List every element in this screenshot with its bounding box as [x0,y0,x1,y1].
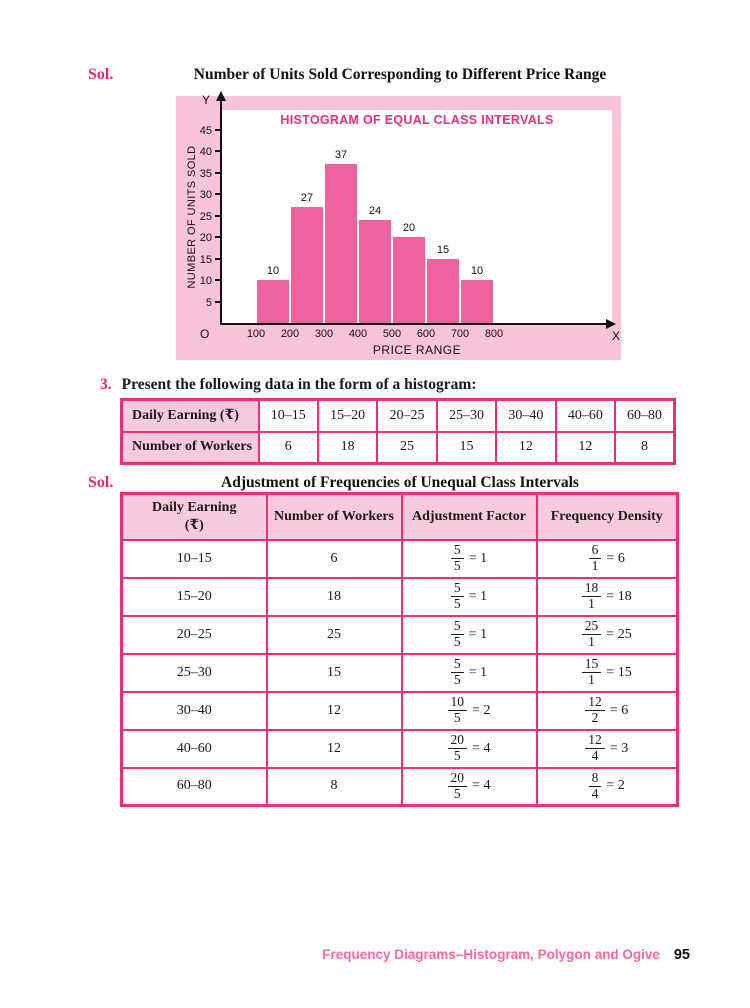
y-tick-mark [215,215,222,217]
denominator: 5 [453,710,461,725]
header-line: Daily Earning [152,500,237,516]
table-cell: 15–20 [318,400,377,432]
y-tick-label: 25 [199,210,212,223]
table-cell: 12 [556,432,615,464]
table-cell: 8 [615,432,674,464]
solution-label-1: Sol. [88,66,114,83]
workers-cell: 12 [267,730,402,768]
adjustment-factor-cell [402,654,537,692]
table-row [122,692,678,730]
result: = 18 [606,588,632,604]
denominator: 5 [453,596,461,611]
x-tick-label: 800 [484,328,504,340]
table-cell: 25 [377,432,436,464]
bar-value-label: 15 [436,243,450,256]
header-daily-earning [122,494,267,540]
y-tick-label: 5 [205,296,212,309]
fraction [585,733,605,764]
workers-cell: 18 [267,578,402,616]
table-row [122,654,678,692]
denominator: 1 [588,596,595,611]
adjustment-factor-cell [402,730,537,768]
frequency-density-formula [582,581,632,612]
x-axis-arrow-icon [606,319,616,329]
numerator: 5 [451,657,464,673]
frequency-density-cell [537,768,678,806]
numerator: 6 [589,543,602,559]
adjustment-factor-formula [448,733,491,764]
frequency-density-formula [589,771,625,802]
y-tick-label: 10 [199,275,212,287]
chart-title: HISTOGRAM OF EQUAL CLASS INTERVALS [280,113,554,127]
table-row [122,768,678,806]
frequency-density-cell [537,616,678,654]
bar-value-label: 24 [368,204,382,217]
table-row [122,730,678,768]
y-tick-label: 35 [199,167,212,180]
histogram-figure [176,93,621,360]
table-header-row [122,494,678,540]
earning-cell: 10–15 [122,540,267,578]
earning-cell: 30–40 [122,692,267,730]
earning-cell: 60–80 [122,768,267,806]
denominator: 5 [453,634,461,649]
table-row [122,540,678,578]
y-axis-title: NUMBER OF UNITS SOLD [186,144,198,289]
numerator: 18 [582,581,602,597]
table-cell: 18 [318,432,377,464]
table-cell: 25–30 [437,400,496,432]
y-tick-label: 30 [199,189,212,201]
adjustment-factor-formula [448,695,491,726]
x-tick-label: 400 [348,328,368,340]
fraction [451,619,464,650]
table-cell: 12 [496,432,555,464]
question-data-table [120,398,676,465]
earning-cell: 40–60 [122,730,267,768]
y-tick-mark [215,193,222,195]
workers-cell: 6 [267,540,402,578]
y-tick-label: 40 [199,146,212,158]
table-row [122,616,678,654]
table-row [122,432,675,464]
fraction [585,695,605,726]
frequency-density-formula [589,543,625,574]
chapter-title: Frequency Diagrams–Histogram, Polygon and Ogive [322,947,660,962]
bar-value-label: 37 [334,148,348,161]
figure-title: Number of Units Sold Corresponding to Different Price Range [193,66,607,83]
header-number-of-workers: Number of Workers [267,494,402,540]
frequency-density-cell [537,654,678,692]
adjustment-factor-formula [451,543,487,574]
x-axis-line [220,323,609,325]
result: = 6 [609,702,629,718]
header-frequency-density: Frequency Density [537,494,678,540]
workers-cell: 12 [267,692,402,730]
table-row [122,400,675,432]
adjustment-table [120,492,679,807]
y-tick-mark [215,129,222,131]
x-tick-label: 500 [382,328,402,340]
x-tick-label: 200 [280,328,300,340]
table-cell: 6 [259,432,318,464]
earning-cell: 25–30 [122,654,267,692]
table-cell: 15 [437,432,496,464]
frequency-density-cell [537,692,678,730]
result: = 1 [468,626,488,642]
denominator: 5 [453,558,461,573]
histogram-bar [325,164,357,323]
fraction [448,733,468,764]
fraction [589,543,602,574]
adjustment-factor-cell [402,768,537,806]
numerator: 5 [451,543,464,559]
result: = 2 [606,778,625,794]
adjustment-factor-formula [448,771,491,802]
histogram-bar [291,207,323,323]
page-number: 95 [673,947,690,963]
frequency-density-cell [537,540,678,578]
denominator: 1 [588,672,595,687]
result: = 4 [472,740,491,756]
numerator: 12 [585,733,605,749]
denominator: 4 [591,785,599,801]
numerator: 25 [582,619,602,635]
x-axis-letter: X [611,329,620,343]
workers-cell: 25 [267,616,402,654]
numerator: 10 [448,695,468,711]
row-header-number-of-workers: Number of Workers [122,432,259,464]
denominator: 5 [453,785,461,801]
table-cell: 40–60 [556,400,615,432]
frequency-density-formula [582,657,632,688]
workers-cell: 8 [267,768,402,806]
x-tick-label: 700 [450,328,470,340]
y-axis-letter: Y [202,93,211,107]
y-tick-mark [215,236,222,238]
numerator: 15 [582,657,602,673]
header-line: (₹) [184,517,204,533]
x-axis-title: PRICE RANGE [372,343,462,357]
frequency-density-cell [537,730,678,768]
frequency-density-formula [585,695,628,726]
y-tick-mark [215,150,222,152]
y-tick-mark [215,172,222,174]
fraction [582,619,602,650]
adjustment-factor-formula [451,619,487,650]
adjustment-factor-cell [402,692,537,730]
numerator: 20 [448,733,468,749]
fraction [451,581,464,612]
denominator: 1 [591,558,599,573]
numerator: 5 [451,581,464,597]
adjustment-table-title: Adjustment of Frequencies of Unequal Class Intervals [221,474,579,491]
denominator: 2 [591,710,599,725]
origin-label: O [200,327,210,341]
fraction [589,771,602,802]
result: = 15 [606,664,632,680]
adjustment-factor-formula [451,581,487,612]
result: = 3 [609,740,629,756]
earning-cell: 15–20 [122,578,267,616]
result: = 1 [468,550,488,566]
adjustment-factor-formula [451,657,487,688]
numerator: 12 [585,695,605,711]
adjustment-factor-cell [402,578,537,616]
y-axis-line [220,100,222,323]
table-cell: 10–15 [259,400,318,432]
workers-cell: 15 [267,654,402,692]
bar-value-label: 10 [266,265,280,277]
numerator: 20 [448,771,468,787]
page-footer [322,947,690,963]
bar-value-label: 27 [300,191,314,204]
bar-value-label: 20 [402,222,416,234]
histogram-bar [461,280,493,323]
result: = 1 [468,664,488,680]
table-row [122,578,678,616]
y-axis-arrow-icon [216,91,226,101]
table-cell: 30–40 [496,400,555,432]
fraction [582,657,602,688]
question-number: 3. [100,376,112,393]
x-tick-label: 100 [246,328,266,340]
histogram-bar [257,280,289,323]
earning-cell: 20–25 [122,616,267,654]
x-tick-label: 300 [314,328,334,340]
histogram-bar [359,220,391,323]
frequency-density-formula [585,733,628,764]
y-tick-label: 15 [199,253,212,266]
denominator: 1 [588,634,595,649]
numerator: 5 [451,619,464,635]
plot-area [199,93,620,357]
adjustment-factor-cell [402,540,537,578]
y-tick-mark [215,301,222,303]
fraction [451,657,464,688]
frequency-density-cell [537,578,678,616]
bar-value-label: 10 [470,265,484,277]
question-text: Present the following data in the form of a histogram: [121,376,477,393]
result: = 2 [472,702,491,718]
numerator: 8 [589,771,602,787]
result: = 6 [606,550,625,566]
denominator: 5 [453,672,461,687]
y-tick-label: 45 [199,124,212,137]
denominator: 5 [453,748,461,763]
adjustment-factor-cell [402,616,537,654]
result: = 4 [472,778,491,794]
fraction [448,771,468,802]
fraction [582,581,602,612]
table-cell: 20–25 [377,400,436,432]
frequency-density-formula [582,619,632,650]
x-tick-label: 600 [416,328,436,340]
y-tick-mark [215,258,222,260]
row-header-daily-earning: Daily Earning (₹) [122,400,259,432]
solution-label-2: Sol. [88,474,114,491]
fraction [448,695,468,726]
header-adjustment-factor: Adjustment Factor [402,494,537,540]
result: = 25 [606,626,632,642]
denominator: 4 [591,748,599,763]
table-cell: 60–80 [615,400,674,432]
result: = 1 [468,588,488,604]
question-3 [100,376,477,394]
fraction [451,543,464,574]
y-tick-mark [215,279,222,281]
y-tick-label: 20 [199,232,212,244]
